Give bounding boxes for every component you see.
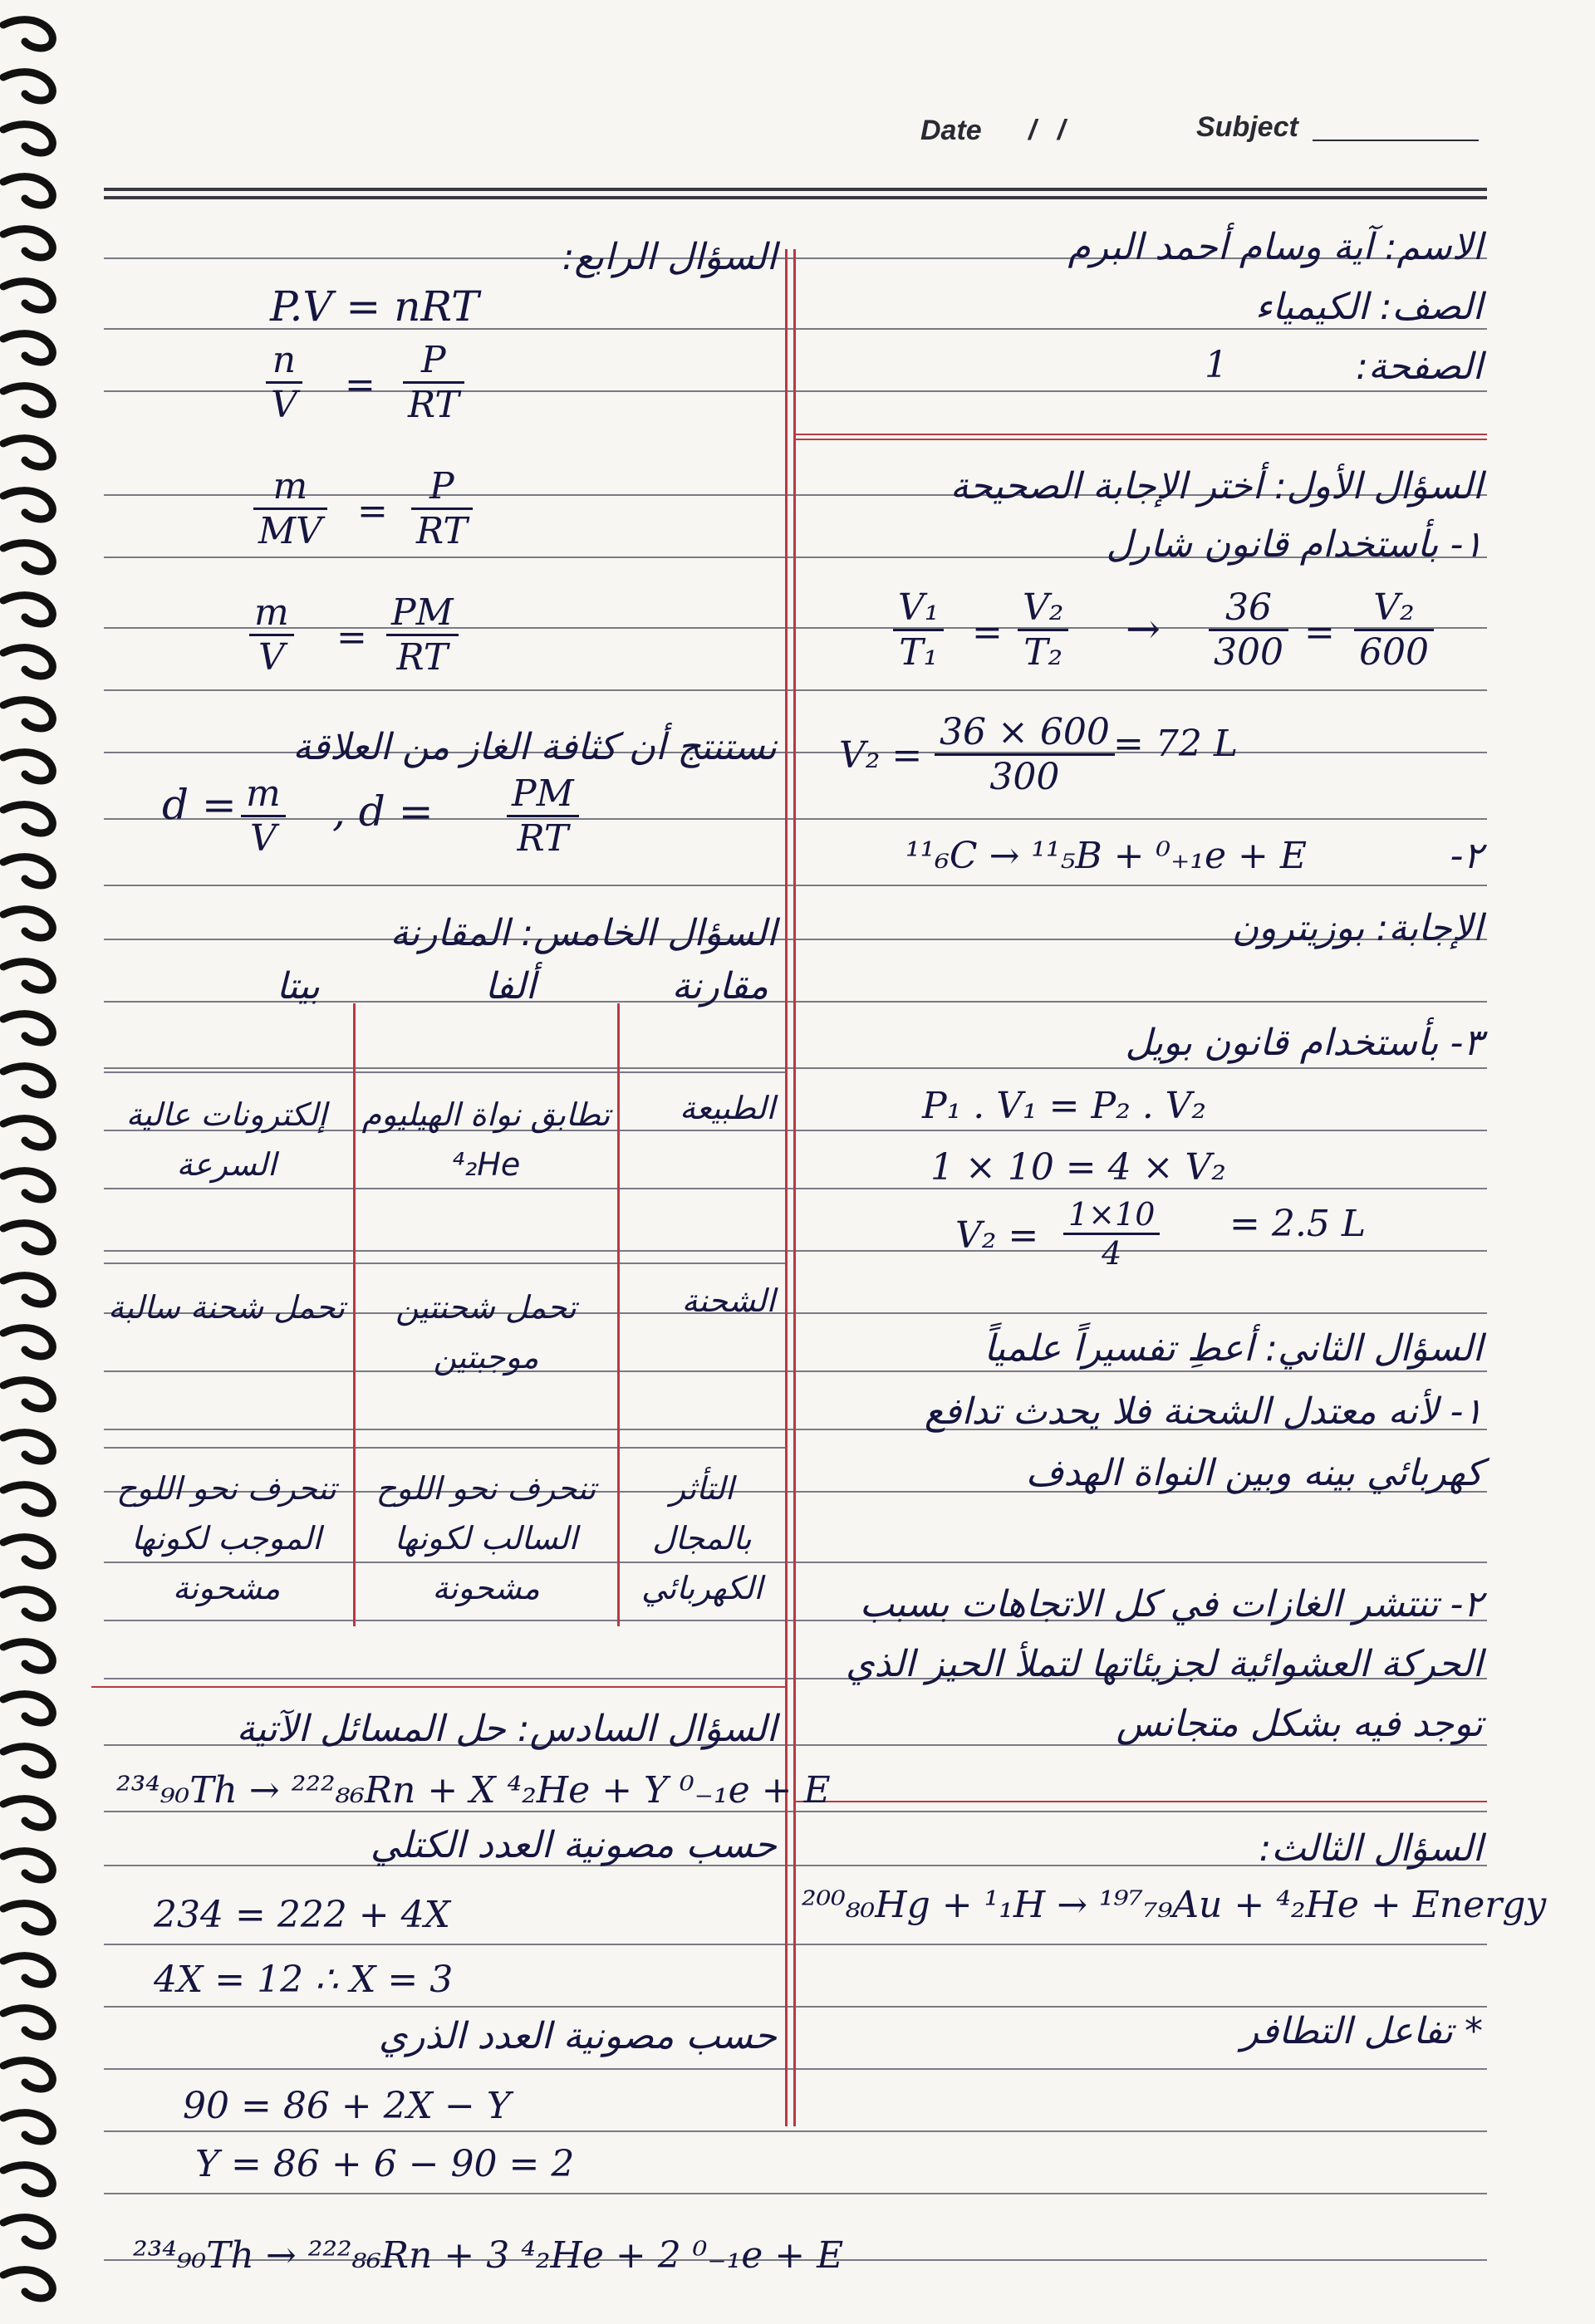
formula1-right: $\frac{P}{RT}$ xyxy=(403,339,464,426)
formula2-left: $\frac{m}{MV}$ xyxy=(253,465,327,552)
spiral-loop xyxy=(3,72,52,101)
spiral-loop xyxy=(3,334,52,362)
q3-title: السؤال الثالث: xyxy=(1259,1827,1483,1870)
q1-item2-equation: ¹¹₆C → ¹¹₅B + ⁰₊₁e + E xyxy=(905,835,1308,877)
boyle-result: = 2.5 L xyxy=(1229,1203,1367,1245)
spiral-loop xyxy=(3,1276,52,1304)
spiral-loop xyxy=(3,177,52,205)
spiral-loop xyxy=(3,753,52,781)
density-text: نستنتج أن كثافة الغاز من العلاقة xyxy=(292,726,777,768)
spiral-loop xyxy=(3,20,52,48)
spiral-loop xyxy=(3,1485,52,1513)
formula3-left: $\frac{m}{V}$ xyxy=(249,591,294,679)
table-header-beta: بيتا xyxy=(276,965,320,1008)
spiral-loop xyxy=(3,1537,52,1566)
q6-mass-conservation: حسب مصونية العدد الكتلي xyxy=(370,1824,777,1866)
q5-title: السؤال الخامس: المقارنة xyxy=(390,912,777,954)
charles-fraction-4: $\frac{\text{V₂}}{600}$ xyxy=(1354,586,1434,674)
table-row3-label: التأثر بالمجال الكهربائي xyxy=(640,1470,763,1606)
spiral-loop xyxy=(3,857,52,885)
spiral-loop xyxy=(3,125,52,153)
density-eq1-label: d = xyxy=(162,781,237,829)
q3-equation: ²⁰⁰₈₀Hg + ¹₁H → ¹⁹⁷₇₉Au + ⁴₂He + Energy xyxy=(802,1884,1547,1926)
formula1-left: $\frac{n}{V}$ xyxy=(266,339,302,426)
table-col-divider-1 xyxy=(353,1003,356,1626)
arrow: → xyxy=(1126,605,1161,653)
spiral-loop xyxy=(3,1171,52,1199)
table-row2-label: الشحنة xyxy=(681,1282,775,1319)
spiral-loop xyxy=(3,386,52,414)
comparison-table xyxy=(104,957,785,1630)
equals-sign-2: = xyxy=(1304,611,1335,654)
spiral-loop xyxy=(3,1223,52,1252)
q6-atomic-eq1: 90 = 86 + 2X − Y xyxy=(183,2085,511,2127)
class-line: الصف: الكيمياء xyxy=(1254,286,1483,328)
equals-sign-4: = xyxy=(357,490,388,532)
boyle-v2-label: V₂ = xyxy=(955,1214,1039,1257)
density-eq1-fraction: $\frac{m}{V}$ xyxy=(241,772,286,860)
date-separator: / / xyxy=(1028,115,1072,146)
spiral-loop xyxy=(3,1328,52,1356)
page-label: الصفحة: xyxy=(1356,346,1483,388)
table-row1-alpha: تطابق نواة الهيليوم ⁴₂He xyxy=(361,1096,611,1183)
subject-label: Subject xyxy=(1196,111,1298,143)
q1-item2-number: ٢- xyxy=(1450,835,1483,877)
section-rule xyxy=(793,434,1487,435)
spiral-loop xyxy=(3,1747,52,1775)
ideal-gas-law: P.V = nRT xyxy=(270,282,479,331)
spiral-loop xyxy=(3,1380,52,1409)
v2-result: = 72 L xyxy=(1113,723,1239,765)
page-number: 1 xyxy=(1205,344,1228,386)
boyle-fraction: $\frac{1\times 10}{4}$ xyxy=(1063,1196,1160,1272)
spiral-loop xyxy=(3,1851,52,1880)
v2-fraction: $\frac{36 \times 600}{300}$ xyxy=(935,711,1115,798)
table-row2-alpha: تحمل شحنتين موجبتين xyxy=(395,1289,577,1375)
q1-item2-answer: الإجابة: بوزيترون xyxy=(1231,907,1483,949)
column-divider xyxy=(785,249,788,2126)
q6-equation: ²³⁴₉₀Th → ²²²₈₆Rn + X ⁴₂He + Y ⁰₋₁e + E xyxy=(116,1769,831,1812)
date-label: Date xyxy=(920,115,982,146)
density-eq2-label: , d = xyxy=(332,787,434,836)
q4-title: السؤال الرابع: xyxy=(562,236,777,278)
q6-atomic-conservation: حسب مصونية العدد الذري xyxy=(378,2015,777,2057)
spiral-loop xyxy=(3,1642,52,1670)
spiral-loop xyxy=(3,1014,52,1042)
spiral-loop xyxy=(3,2008,52,2037)
charles-fraction-3: $\frac{36}{300}$ xyxy=(1209,586,1288,674)
q6-title: السؤال السادس: حل المسائل الآتية xyxy=(236,1708,777,1750)
spiral-loop xyxy=(3,282,52,310)
formula3-right: $\frac{PM}{RT}$ xyxy=(386,591,459,679)
header-rule xyxy=(104,196,1487,199)
spiral-loop xyxy=(3,491,52,519)
section-rule xyxy=(793,1801,1487,1802)
spiral-loop xyxy=(3,648,52,676)
spiral-loop xyxy=(3,2270,52,2298)
q1-item3: ٣- بأستخدام قانون بويل xyxy=(1125,1022,1483,1064)
spiral-loop xyxy=(3,2061,52,2089)
q2-item1-line1: ١- لأنه معتدل الشحنة فلا يحدث تدافع xyxy=(924,1390,1483,1433)
spiral-loop xyxy=(3,439,52,467)
boyle-law: P₁ . V₁ = P₂ . V₂ xyxy=(922,1085,1207,1127)
charles-fraction-1: $\frac{\text{V₁}}{\text{T₁}}$ xyxy=(893,586,944,674)
ruled-line xyxy=(104,2193,1487,2194)
table-col-divider-2 xyxy=(617,1003,620,1626)
charles-fraction-2: $\frac{\text{V₂}}{\text{T₂}}$ xyxy=(1018,586,1068,674)
spiral-loop xyxy=(3,543,52,571)
table-row3-alpha: تنحرف نحو اللوح السالب لكونها مشحونة xyxy=(375,1470,596,1606)
spiral-loop xyxy=(3,1119,52,1147)
spiral-loop xyxy=(3,1590,52,1618)
formula2-right: $\frac{P}{RT}$ xyxy=(411,465,473,552)
q2-item2-line2: الحركة العشوائية لجزيئاتها لتملأ الحيز الذي xyxy=(845,1643,1483,1685)
q6-atomic-eq2: Y = 86 + 6 − 90 = 2 xyxy=(195,2143,575,2185)
spiral-loop xyxy=(3,1904,52,1932)
q2-item2-line3: توجد فيه بشكل متجانس xyxy=(1116,1703,1483,1745)
spiral-loop xyxy=(3,1956,52,1984)
section-rule xyxy=(793,439,1487,440)
equals-sign: = xyxy=(972,611,1003,654)
spiral-loop xyxy=(3,805,52,833)
q6-final-equation: ²³⁴₉₀Th → ²²²₈₆Rn + 3 ⁴₂He + 2 ⁰₋₁e + E xyxy=(133,2234,844,2277)
subject-line xyxy=(1313,140,1479,141)
spiral-loop xyxy=(3,229,52,257)
spiral-loop xyxy=(3,1066,52,1095)
table-header-comparison: مقارنة xyxy=(671,965,768,1008)
student-name: الاسم: آية وسام أحمد البرم xyxy=(1067,226,1483,268)
q3-note: * تفاعل التطافر xyxy=(1240,2010,1483,2052)
spiral-loop xyxy=(3,1433,52,1461)
spiral-loop xyxy=(3,700,52,728)
equals-sign-5: = xyxy=(336,616,367,659)
spiral-loop xyxy=(3,962,52,990)
spiral-loop xyxy=(3,909,52,938)
v2-label: V₂ = xyxy=(839,734,923,777)
equals-sign-3: = xyxy=(345,364,375,406)
density-eq2-fraction: $\frac{PM}{RT}$ xyxy=(507,772,579,860)
table-row1-label: الطبيعة xyxy=(680,1090,775,1126)
q1-item1: ١- بأستخدام قانون شارل xyxy=(1106,523,1483,566)
spiral-loop xyxy=(3,2218,52,2246)
spiral-loop xyxy=(3,1799,52,1827)
table-row1-beta: إلكترونات عالية السرعة xyxy=(125,1096,327,1183)
q6-mass-eq2: 4X = 12 ∴ X = 3 xyxy=(154,1959,454,2001)
table-row2-beta: تحمل شحنة سالبة xyxy=(107,1289,346,1326)
q2-title: السؤال الثاني: أعطِ تفسيراً علمياً xyxy=(984,1327,1483,1370)
spiral-loop xyxy=(3,2165,52,2194)
q2-item2-line1: ٢- تنتشر الغازات في كل الاتجاهات بسبب xyxy=(859,1583,1483,1625)
boyle-substitution: 1 × 10 = 4 × V₂ xyxy=(930,1146,1226,1189)
spiral-loop xyxy=(3,1694,52,1723)
header-rule xyxy=(104,188,1487,191)
q1-title: السؤال الأول: أختر الإجابة الصحيحة xyxy=(950,465,1483,507)
table-row3-beta: تنحرف نحو اللوح الموجب لكونها مشحونة xyxy=(116,1470,336,1606)
section-rule xyxy=(91,1686,785,1688)
spiral-loop xyxy=(3,2113,52,2141)
q2-item1-line2: كهربائي بينه وبين النواة الهدف xyxy=(1025,1452,1483,1494)
spiral-binding xyxy=(0,0,75,2324)
q6-mass-eq1: 234 = 222 + 4X xyxy=(154,1894,450,1936)
table-header-alpha: ألفا xyxy=(484,965,536,1008)
column-divider-2 xyxy=(793,249,796,2126)
ruled-line xyxy=(104,2130,1487,2132)
spiral-loop xyxy=(3,596,52,624)
